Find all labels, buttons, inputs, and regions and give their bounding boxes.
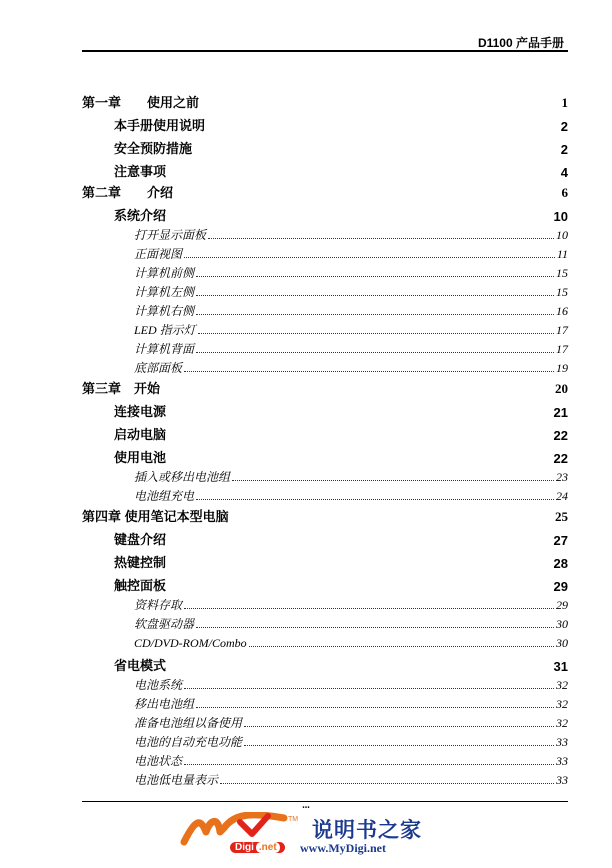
toc-entry-label: 本手册使用说明	[114, 118, 206, 133]
toc-sub-row[interactable]	[82, 224, 568, 243]
digi-text: Digi	[235, 842, 254, 853]
toc-page-number: 25	[555, 509, 568, 524]
toc-entry-label: CD/DVD-ROM/Combo	[134, 636, 247, 650]
logo-chinese-name: 说明书之家	[312, 818, 422, 842]
toc-section-row[interactable]	[82, 651, 568, 674]
dot-leader	[196, 294, 554, 296]
toc-page-number: 10	[553, 209, 568, 224]
toc-page-number: 33	[556, 735, 568, 749]
toc-entry-label: 电池的自动充电功能	[134, 735, 243, 749]
toc-entry-label: 打开显示面板	[134, 228, 207, 242]
toc-page-number: 33	[556, 773, 568, 787]
mydigi-logo	[172, 812, 442, 860]
toc-entry-label: 插入或移出电池组	[134, 470, 231, 484]
toc-entry-label: 电池组充电	[134, 489, 195, 503]
dot-leader	[232, 479, 554, 481]
toc-sub-row[interactable]	[82, 262, 568, 281]
toc-section-row[interactable]	[82, 397, 568, 420]
toc-page-number: 32	[556, 678, 568, 692]
toc-sub-row[interactable]	[82, 319, 568, 338]
toc-sub-row[interactable]	[82, 300, 568, 319]
toc-section-row[interactable]	[82, 548, 568, 571]
toc-chapter-row[interactable]	[82, 183, 568, 201]
toc-page-number: 16	[556, 304, 568, 318]
toc-entry-label: 省电模式	[114, 658, 167, 673]
toc-page-number: 30	[556, 617, 568, 631]
toc-sub-row[interactable]	[82, 466, 568, 485]
toc-sub-row[interactable]	[82, 243, 568, 262]
toc-entry-label: 第三章 开始	[82, 381, 161, 396]
dot-leader	[196, 313, 554, 315]
toc-chapter-row[interactable]	[82, 379, 568, 397]
my-logo-icon	[180, 812, 292, 846]
dot-leader	[184, 763, 554, 765]
toc-page-number: 1	[561, 95, 568, 110]
toc-section-row[interactable]	[82, 134, 568, 157]
toc-page-number: 20	[555, 381, 568, 396]
toc-page-number: 22	[553, 451, 568, 466]
toc-page-number: 29	[553, 579, 568, 594]
toc-page-number: 31	[553, 659, 568, 674]
toc-entry-label: 计算机前侧	[134, 266, 195, 280]
header-rule	[82, 50, 568, 52]
dot-leader	[196, 275, 554, 277]
page-marker: ...	[302, 800, 310, 811]
toc-chapter-row[interactable]	[82, 93, 568, 111]
toc-entry-label: 连接电源	[114, 404, 167, 419]
toc-page-number: 21	[553, 405, 568, 420]
toc-entry-label: 使用电池	[114, 450, 167, 465]
toc-sub-row[interactable]	[82, 674, 568, 693]
dot-leader	[184, 687, 554, 689]
toc-section-row[interactable]	[82, 525, 568, 548]
toc-sub-row[interactable]	[82, 731, 568, 750]
toc-sub-row[interactable]	[82, 594, 568, 613]
dot-leader	[196, 706, 554, 708]
toc-entry-label: 电池状态	[134, 754, 183, 768]
toc-page-number: 6	[561, 185, 568, 200]
digi-badge	[230, 842, 285, 853]
toc-page-number: 30	[556, 636, 568, 650]
dot-leader	[198, 332, 554, 334]
toc-sub-row[interactable]	[82, 632, 568, 651]
toc-sub-row[interactable]	[82, 693, 568, 712]
toc-page-number: 27	[553, 533, 568, 548]
toc-sub-row[interactable]	[82, 769, 568, 788]
header-title: D1100 产品手册	[477, 36, 564, 50]
dot-leader	[196, 626, 554, 628]
dot-leader	[196, 351, 554, 353]
toc-page-number: 22	[553, 428, 568, 443]
toc-sub-row[interactable]	[82, 485, 568, 504]
toc-sub-row[interactable]	[82, 357, 568, 376]
toc-entry-label: 键盘介绍	[114, 532, 167, 547]
toc-entry-label: 计算机右侧	[134, 304, 195, 318]
toc-entry-label: 第四章 使用笔记本型电脑	[82, 509, 229, 524]
dot-leader	[208, 237, 554, 239]
toc-entry-label: 第一章 使用之前	[82, 95, 200, 110]
toc-chapter-row[interactable]	[82, 507, 568, 525]
toc-entry-label: 安全预防措施	[114, 141, 193, 156]
toc-page-number: 28	[553, 556, 568, 571]
dot-leader	[244, 744, 554, 746]
toc-sub-row[interactable]	[82, 613, 568, 632]
toc-section-row[interactable]	[82, 443, 568, 466]
toc-section-row[interactable]	[82, 157, 568, 180]
logo-url: www.MyDigi.net	[300, 841, 386, 855]
toc-section-row[interactable]	[82, 111, 568, 134]
toc-entry-label: 第二章 介绍	[82, 185, 174, 200]
toc-entry-label: 移出电池组	[134, 697, 195, 711]
toc-page-number: 4	[560, 165, 568, 180]
toc-page-number: 17	[556, 323, 568, 337]
toc-sub-row[interactable]	[82, 338, 568, 357]
toc-entry-label: 电池低电量表示	[134, 773, 219, 787]
table-of-contents	[82, 90, 568, 788]
dot-leader	[249, 645, 554, 647]
trademark-mark: TM	[288, 816, 299, 823]
toc-page-number: 2	[560, 119, 568, 134]
toc-entry-label: 触控面板	[114, 578, 167, 593]
dot-leader	[196, 498, 554, 500]
toc-page-number: 19	[556, 361, 568, 375]
dot-leader	[220, 782, 554, 784]
toc-page-number: 10	[556, 228, 568, 242]
toc-entry-label: 电池系统	[134, 678, 183, 692]
dot-leader	[184, 607, 554, 609]
toc-entry-label: 启动电脑	[114, 427, 167, 442]
dot-leader	[244, 725, 554, 727]
toc-page-number: 24	[556, 489, 568, 503]
toc-entry-label: 资料存取	[134, 598, 183, 612]
toc-entry-label: 热键控制	[114, 555, 167, 570]
toc-section-row[interactable]	[82, 420, 568, 443]
toc-entry-label: 底部面板	[134, 361, 183, 375]
dot-leader	[184, 256, 555, 258]
toc-entry-label: LED 指示灯	[134, 323, 196, 337]
toc-page-number: 15	[556, 266, 568, 280]
toc-page-number: 11	[556, 247, 568, 261]
toc-entry-label: 正面视图	[134, 247, 183, 261]
toc-page-number: 32	[556, 716, 568, 730]
toc-section-row[interactable]	[82, 571, 568, 594]
toc-page-number: 29	[556, 598, 568, 612]
toc-page-number: 32	[556, 697, 568, 711]
toc-entry-label: 注意事项	[114, 164, 167, 179]
toc-entry-label: 软盘驱动器	[134, 617, 195, 631]
toc-entry-label: 计算机背面	[134, 342, 195, 356]
toc-sub-row[interactable]	[82, 281, 568, 300]
toc-page-number: 23	[556, 470, 568, 484]
toc-page-number: 2	[560, 142, 568, 157]
toc-sub-row[interactable]	[82, 750, 568, 769]
toc-section-row[interactable]	[82, 201, 568, 224]
toc-entry-label: 准备电池组以备使用	[134, 716, 243, 730]
toc-page-number: 17	[556, 342, 568, 356]
toc-sub-row[interactable]	[82, 712, 568, 731]
net-text: .net	[256, 842, 280, 853]
toc-page-number: 15	[556, 285, 568, 299]
toc-entry-label: 计算机左侧	[134, 285, 195, 299]
dot-leader	[184, 370, 554, 372]
toc-entry-label: 系统介绍	[114, 208, 167, 223]
toc-page-number: 33	[556, 754, 568, 768]
